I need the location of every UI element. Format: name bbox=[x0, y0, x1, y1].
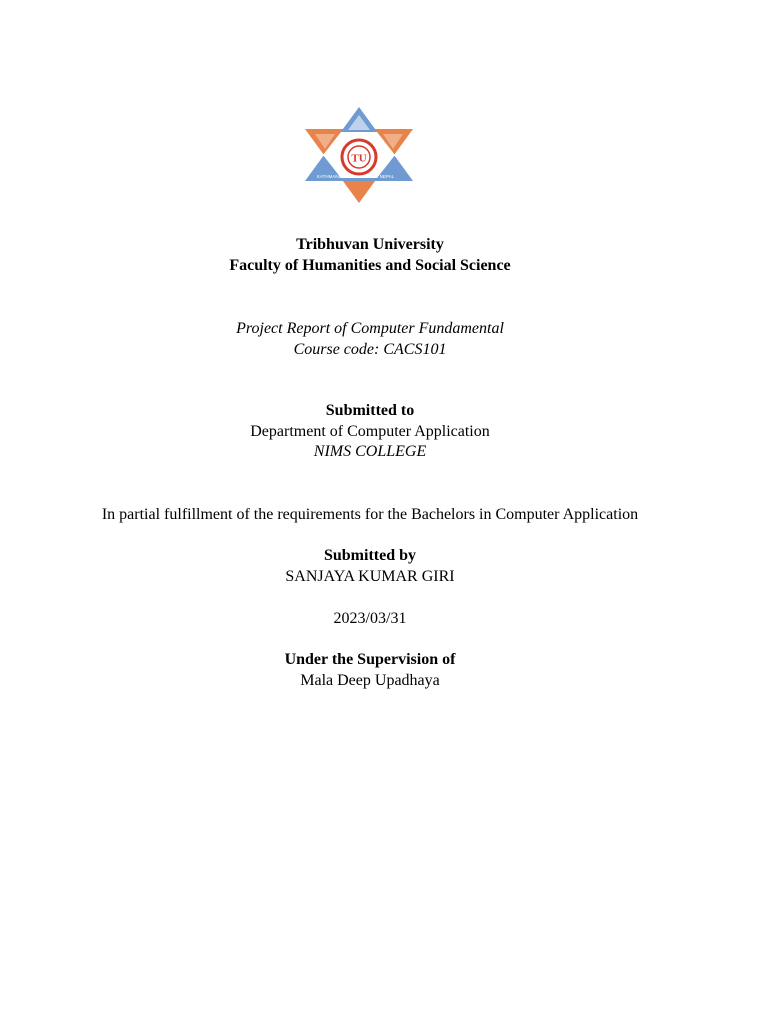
college-name: NIMS COLLEGE bbox=[313, 443, 427, 460]
faculty-name: Faculty of Humanities and Social Science bbox=[229, 257, 511, 274]
logo-text-right: NEPAL bbox=[379, 174, 395, 179]
logo-seal-text: TU bbox=[351, 152, 367, 165]
university-name: Tribhuvan University bbox=[296, 236, 444, 253]
university-logo bbox=[303, 105, 415, 205]
logo-text-left: KATHMANDU bbox=[316, 174, 346, 179]
submission-date: 2023/03/31 bbox=[333, 610, 407, 627]
supervision-heading: Under the Supervision of bbox=[284, 651, 456, 668]
project-title: Project Report of Computer Fundamental bbox=[236, 320, 504, 337]
supervisor-name: Mala Deep Upadhaya bbox=[300, 672, 440, 689]
submitted-by-heading: Submitted by bbox=[323, 547, 417, 564]
course-code: Course code: CACS101 bbox=[293, 341, 447, 358]
submitted-to-heading: Submitted to bbox=[325, 402, 415, 419]
fulfillment-statement: In partial fulfillment of the requirements for the Bachelors in Computer Application bbox=[101, 506, 639, 523]
student-name: SANJAYA KUMAR GIRI bbox=[285, 568, 455, 585]
department-name: Department of Computer Application bbox=[250, 423, 490, 440]
